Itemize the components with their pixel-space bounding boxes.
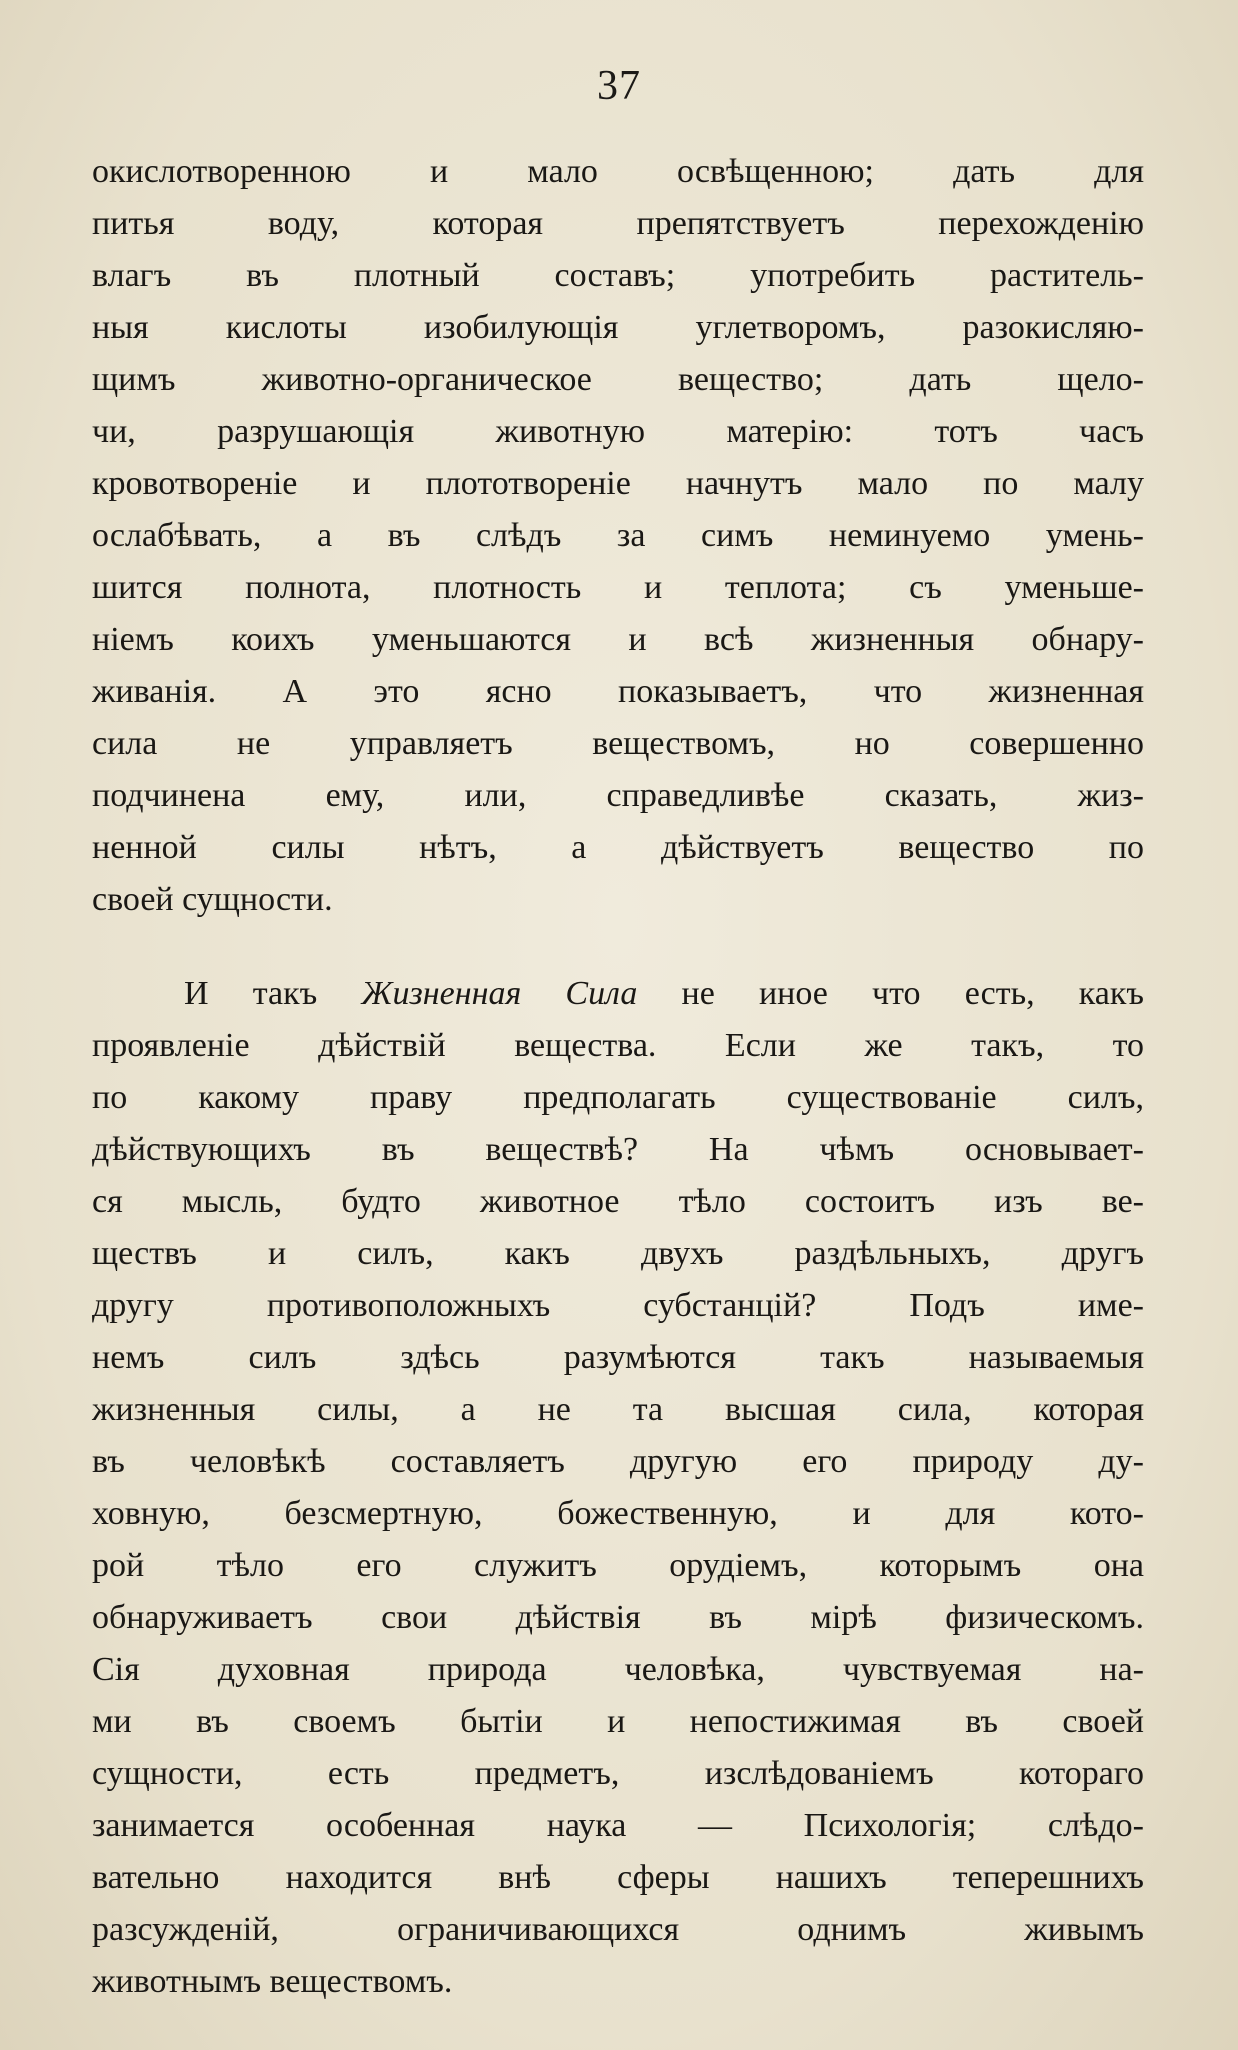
text-line: животнымъ веществомъ. [92, 1963, 453, 2000]
text-line-first [92, 968, 1144, 1020]
paragraph-1 [92, 146, 1144, 926]
text-line: Сія духовная природа человѣка, чувствуемая на- [92, 1651, 1144, 1688]
text-line: подчинена ему, или, справедливѣе сказать, жиз- [92, 777, 1144, 814]
text-line: ненной силы нѣтъ, а дѣйствуетъ вещество по [92, 829, 1144, 866]
text-line: ослабѣвать, а въ слѣдъ за симъ неминуемо умень- [92, 517, 1144, 554]
text-line: проявленіе дѣйствій вещества. Если же такъ, то [92, 1027, 1144, 1064]
text-line: въ человѣкѣ составляетъ другую его природу ду- [92, 1443, 1144, 1480]
text-line: дѣйствующихъ въ веществѣ? На чѣмъ основывает- [92, 1131, 1144, 1168]
paragraph-2 [92, 968, 1144, 2008]
text-line: другу противоположныхъ субстанцій? Подъ име- [92, 1287, 1144, 1324]
text-line: питья воду, которая препятствуетъ перехожденію [92, 205, 1144, 242]
italic-term: Жизненная Сила [361, 975, 638, 1012]
text-fragment: не иное что есть, какъ [637, 975, 1144, 1012]
text-line: ся мысль, будто животное тѣло состоитъ изъ ве- [92, 1183, 1144, 1220]
text-line: немъ силъ здѣсь разумѣются такъ называемыя [92, 1339, 1144, 1376]
text-line: окислотворенною и мало освѣщенною; дать для [92, 153, 1144, 190]
text-line: по какому праву предполагать существованіе силъ, [92, 1079, 1144, 1116]
text-line: сущности, есть предметъ, изслѣдованіемъ котораго [92, 1755, 1144, 1792]
text-line: щимъ животно-органическое вещество; дать щело- [92, 361, 1144, 398]
text-line: ми въ своемъ бытіи и непостижимая въ своей [92, 1703, 1144, 1740]
text-fragment: И такъ [184, 975, 362, 1012]
text-line: чи, разрушающія животную матерію: тотъ часъ [92, 413, 1144, 450]
text-line: своей сущности. [92, 881, 333, 918]
text-line: рой тѣло его служитъ орудіемъ, которымъ она [92, 1547, 1144, 1584]
text-line: влагъ въ плотный составъ; употребить раститель- [92, 257, 1144, 294]
text-line: шится полнота, плотность и теплота; съ уменьше- [92, 569, 1144, 606]
text-line: обнаруживаетъ свои дѣйствія въ мірѣ физическомъ. [92, 1599, 1144, 1636]
text-line: живанія. А это ясно показываетъ, что жизненная [92, 673, 1144, 710]
text-line: кровотвореніе и плототвореніе начнутъ мало по малу [92, 465, 1144, 502]
text-line: сила не управляетъ веществомъ, но совершенно [92, 725, 1144, 762]
text-line: ществъ и силъ, какъ двухъ раздѣльныхъ, другъ [92, 1235, 1144, 1272]
text-line: разсужденій, ограничивающихся однимъ живымъ [92, 1911, 1144, 1948]
text-line: ніемъ коихъ уменьшаются и всѣ жизненныя обнару- [92, 621, 1144, 658]
text-line: ховную, безсмертную, божественную, и для кото- [92, 1495, 1144, 1532]
text-line: вательно находится внѣ сферы нашихъ теперешнихъ [92, 1859, 1144, 1896]
text-line: ныя кислоты изобилующія углетворомъ, разокисляю- [92, 309, 1144, 346]
text-line: жизненныя силы, а не та высшая сила, которая [92, 1391, 1144, 1428]
page-number: 37 [597, 63, 641, 109]
text-line: занимается особенная наука — Психологія; слѣдо- [92, 1807, 1144, 1844]
